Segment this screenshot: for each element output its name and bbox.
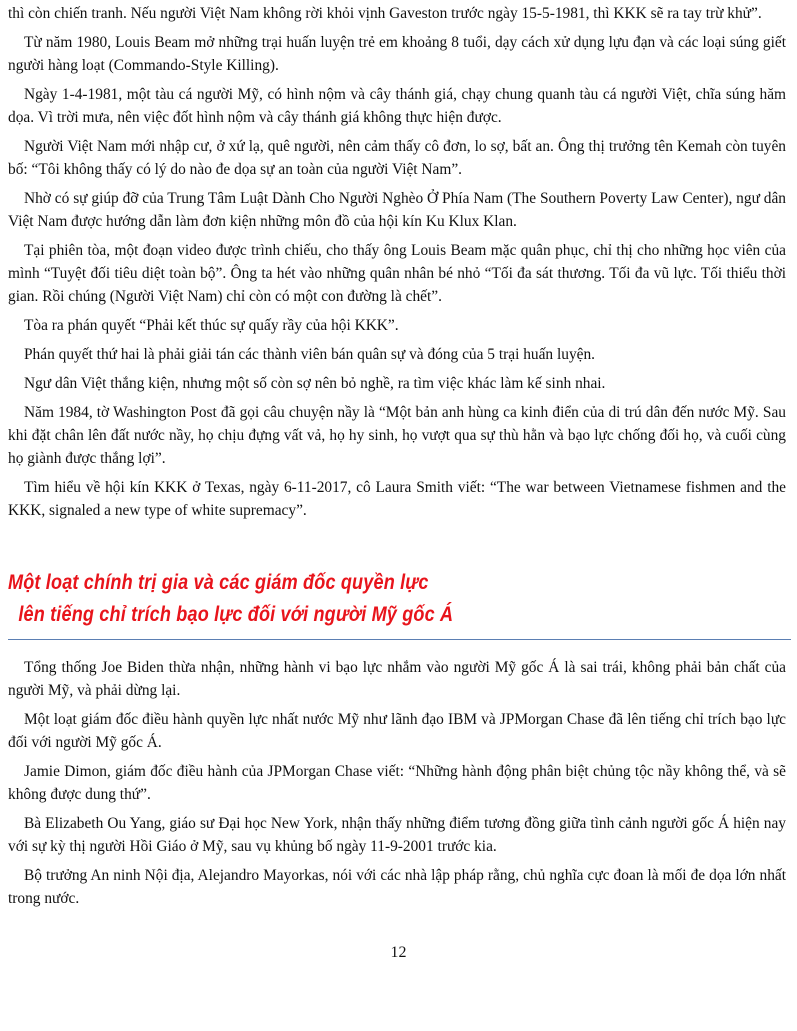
heading-divider <box>8 639 791 640</box>
paragraph: Năm 1984, tờ Washington Post đã gọi câu chuyện nầy là “Một bản anh hùng ca kinh điển của di trú dân đến nước Mỹ. Sau khi đặt chân lên đất nước nầy, họ chịu đựng vất vả, họ hy sinh, họ vượt qua sự thù hằn và bạo lực chống đối họ, và cuối cùng họ giành được thắng lợi”. <box>8 404 786 467</box>
section-heading <box>8 567 679 631</box>
paragraph: Tổng thống Joe Biden thừa nhận, những hành vi bạo lực nhắm vào người Mỹ gốc Á là sai trái, không phải bản chất của người Mỹ, và phải dừng lại. <box>8 659 786 699</box>
section-body-1 <box>8 2 786 528</box>
section-heading-line-1: Một loạt chính trị gia và các giám đốc quyền lực <box>8 571 429 594</box>
paragraph: Bà Elizabeth Ou Yang, giáo sư Đại học New York, nhận thấy những điểm tương đồng giữa tình cảnh người gốc Á hiện nay với sự kỳ thị người Hồi Giáo ở Mỹ, sau vụ khủng bố ngày 11-9-2001 trước kia. <box>8 815 786 855</box>
paragraph: Tìm hiểu về hội kín KKK ở Texas, ngày 6-11-2017, cô Laura Smith viết: “The war between Vietnamese fishmen and the KKK, signaled a new type of white supremacy”. <box>8 479 786 519</box>
section-body-2 <box>8 656 786 916</box>
paragraph: Tại phiên tòa, một đoạn video được trình chiếu, cho thấy ông Louis Beam mặc quân phục, chỉ thị cho những học viên của mình “Tuyệt đối tiêu diệt toàn bộ”. Ông ta hét vào những quân nhân bé nhỏ “Tối đa sát thương. Tối đa vũ lực. Tối thiểu thời gian. Rồi chúng (Người Việt Nam) chỉ còn có một con đường là chết”. <box>8 242 786 305</box>
paragraph: Người Việt Nam mới nhập cư, ở xứ lạ, quê người, nên cảm thấy cô đơn, lo sợ, bất an. Ông thị trưởng tên Kemah còn tuyên bố: “Tôi không thấy có lý do nào đe dọa sự an toàn của người Việt Nam”. <box>8 138 786 178</box>
paragraph: Jamie Dimon, giám đốc điều hành của JPMorgan Chase viết: “Những hành động phân biệt chủng tộc nầy không thể, và sẽ không được dung thứ”. <box>8 763 786 803</box>
paragraph: thì còn chiến tranh. Nếu người Việt Nam không rời khỏi vịnh Gaveston trước ngày 15-5-1981, thì KKK sẽ ra tay trừ khử”. <box>8 5 762 22</box>
paragraph: Một loạt giám đốc điều hành quyền lực nhất nước Mỹ như lãnh đạo IBM và JPMorgan Chase đã lên tiếng chỉ trích bạo lực đối với người Mỹ gốc Á. <box>8 711 786 751</box>
paragraph: Bộ trưởng An ninh Nội địa, Alejandro Mayorkas, nói với các nhà lập pháp rằng, chủ nghĩa cực đoan là mối đe dọa lớn nhất trong nước. <box>8 867 786 907</box>
section-heading-line-2: lên tiếng chỉ trích bạo lực đối với người Mỹ gốc Á <box>18 603 454 626</box>
paragraph: Ngày 1-4-1981, một tàu cá người Mỹ, có hình nộm và cây thánh giá, chạy chung quanh tàu cá người Việt, chĩa súng hăm dọa. Vì trời mưa, nên việc đốt hình nộm và cây thánh giá không thực hiện được. <box>8 86 786 126</box>
page-number: 12 <box>390 944 407 961</box>
paragraph: Từ năm 1980, Louis Beam mở những trại huấn luyện trẻ em khoảng 8 tuổi, dạy cách xử dụng lựu đạn và các loại súng giết người hàng loạt (Commando-Style Killing). <box>8 34 786 74</box>
paragraph: Phán quyết thứ hai là phải giải tán các thành viên bán quân sự và đóng của 5 trại huấn luyện. <box>24 346 596 363</box>
paragraph: Tòa ra phán quyết “Phải kết thúc sự quấy rầy của hội KKK”. <box>24 317 399 334</box>
paragraph: Ngư dân Việt thắng kiện, nhưng một số còn sợ nên bỏ nghề, ra tìm việc khác làm kế sinh nhai. <box>24 375 606 392</box>
paragraph: Nhờ có sự giúp đỡ của Trung Tâm Luật Dành Cho Người Nghèo Ở Phía Nam (The Southern Poverty Law Center), ngư dân Việt Nam được hướng dẫn làm đơn kiện những môn đồ của hội kín Ku Klux Klan. <box>8 190 786 230</box>
